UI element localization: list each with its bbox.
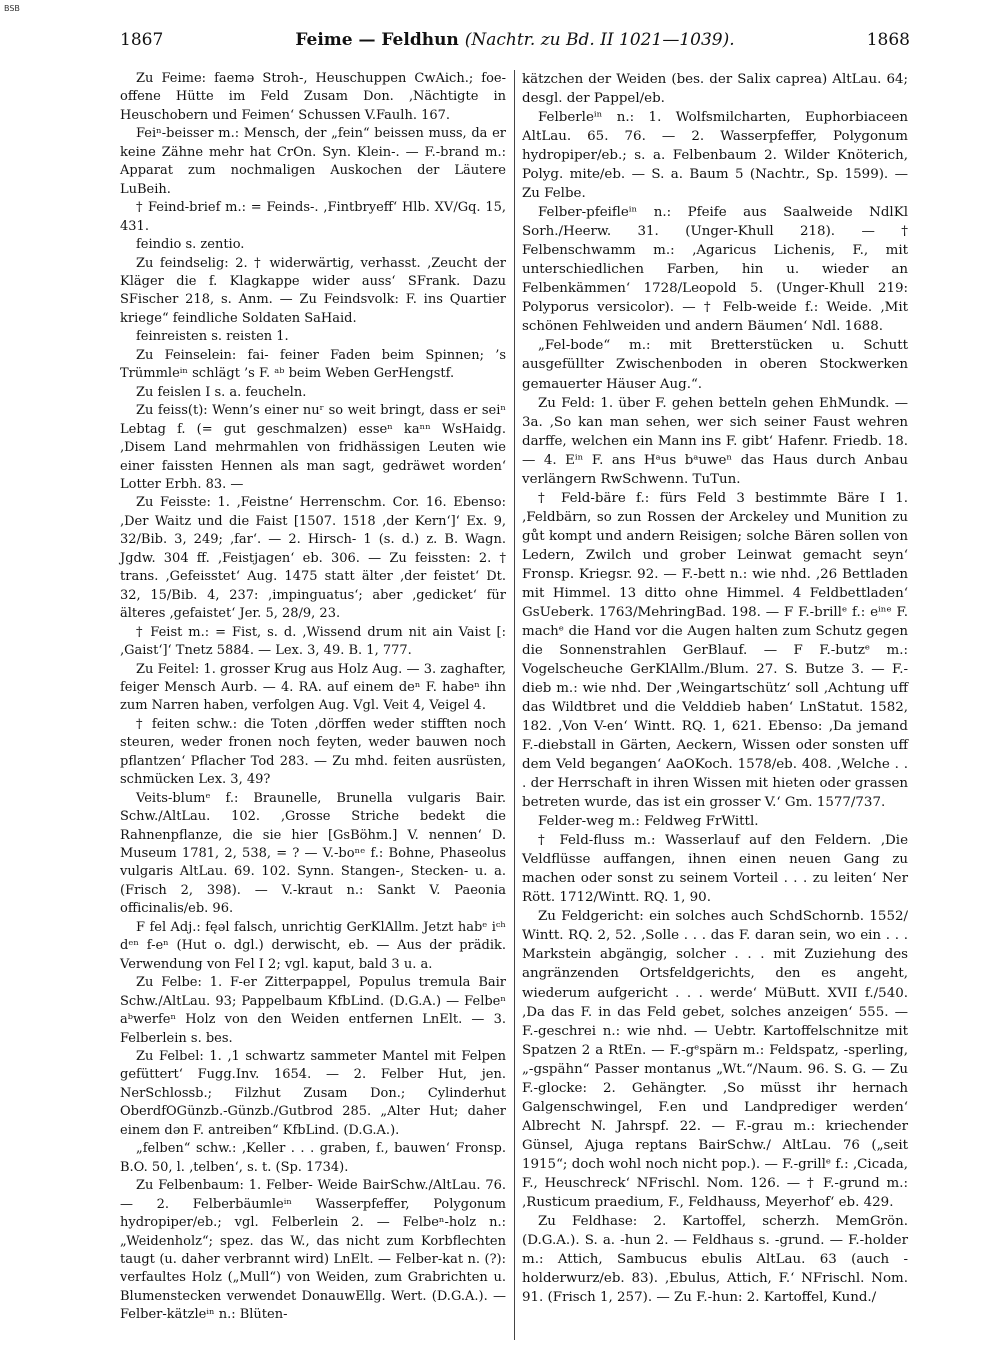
entry: Zu feislen I s. a. feucheln.	[136, 384, 307, 400]
entry: † Feind-brief m.: = Feinds-. ‚Fintbryeff‘ Hlb. XV/Gq. 15, 431.	[120, 200, 506, 234]
page-number-left: 1867	[120, 30, 164, 50]
running-head-title: Feime — Feldhun	[295, 30, 459, 50]
entry: „Fel-bode“ m.: mit Bretterstücken u. Schutt ausgefüllter Zwischenboden in oberen Stockwerken gemauerter Häuser Aug.“.	[522, 338, 908, 392]
entry: Veits-blumᵉ f.: Braunelle, Brunella vulgaris Bair. Schw./AltLau. 102. ‚Grosse Striche bedekt die Rahnenpflanze, die sie hier [GsBöhm.] V. nennen‘ D. Museum 1781, 2, 538, = ? — V.-boⁿᵉ f.: Bohne, Phaseolus vulgaris AltLau. 69. 102. Synn. Stangen-, Stecken- u. a. (Frisch 2, 398). — V.-kraut n.: Sankt V. Paeonia officinalis/eb. 96.	[120, 790, 506, 917]
left-column	[120, 70, 506, 1325]
entry: Zu Feime: faemə Stroh-, Heuschuppen CwAich.; foe-offene Hütte im Feld Zusam Don. ‚Nächtigte in Heuschobern und Feimen‘ Schussen V.Faulh. 167.	[120, 71, 506, 123]
entry: Felder-weg m.: Feldweg FrWittl.	[538, 814, 759, 830]
entry: Zu Feitel: 1. grosser Krug aus Holz Aug. — 3. zaghafter, feiger Mensch Aurb. — 4. RA. auf einem deⁿ F. habeⁿ ihn zum Narren haben, verfolgen Aug. Vgl. Veit 4, Veigel 4.	[120, 661, 506, 714]
entry: † Feist m.: = Fist, s. d. ‚Wissend drum nit ain Vaist [: ‚Gaist‘]‘ Tnetz 5884. — Lex. 3, 49. B. 1, 777.	[120, 624, 506, 659]
column-divider	[514, 70, 515, 1340]
entry: Zu Feisste: 1. ‚Feistne‘ Herrenschm. Cor. 16. Ebenso: ‚Der Waitz und die Faist [1507. 1518 ‚der Kern‘]‘ Ex. 9, 32/Bib. 3, 249; ‚far‘. — 2. Hirsch- 1 (s. d.) z. B. Wagn. Jgdw. 304 ff. ‚Feistjagen‘ eb. 306. — Zu feissten: 2. † trans. ‚Gefeisstet‘ Aug. 1475 statt älter ‚der feistet‘ Dt. 32, 15/Bib. 4, 237: ‚impinguatus‘; aber ‚gedicket‘ für älteres ‚gefaistet‘ Jer. 5, 28/9, 23.	[120, 495, 506, 622]
entry-continuation: kätzchen der Weiden (bes. der Salix caprea) AltLau. 64; desgl. der Pappel/eb.	[522, 72, 908, 107]
entry: Zu Feinselein: fai- feiner Faden beim Spinnen; ’s Trümmleⁱⁿ schlägt ’s F. ᵃᵇ beim Weben GerHengstf.	[120, 347, 506, 382]
running-head	[120, 30, 910, 50]
entry: Feiⁿ-beisser m.: Mensch, der „fein“ beissen muss, da er keine Zähne mehr hat CrOn. Syn. Klein-. — F.-brand m.: Apparat zum nochmaligen Auskochen der Läutere LuBeih.	[120, 126, 506, 197]
entry: Zu Feldgericht: ein solches auch SchdSchornb. 1552/ Wintt. RQ. 2, 52. ‚Solle . . . das F. daran sein, wo ein . . . Markstein abgängig, solcher . . . mit Zuziehung des angränzenden Ortsfeldgerichts, den es angeht, wiederum aufgericht . . . werde‘ MüButt. XVII f./540. ‚Da das F. in das Feld gebet, solches anzeigen‘ 555. — F.-geschrei n.: wie nhd. — Uebtr. Kartoffelschnitze mit Spatzen 2 a RtEn. — F.-gᵉspärn m.: Feldspatz, -sperling, „-gspähn“ Passer montanus „Wt.“/Naum. 96. S. G. — Zu F.-glocke: 2. Gehängter. ‚So müsst ihr hernach Galgenschwingel, F.en und Landprediger werden‘ Albrecht N. Jahrspf. 22. — F.-grau m.: kriechender Günsel, Ajuga reptans BairSchw./ AltLau. 76 („seit 1915“; doch wohl noch nicht pop.). — F.-grillᵉ f.: ‚Cicada, F., Heuschreck‘ NFrischl. Nom. 126. — † F.-grund m.: ‚Rusticum praedium, F., Feldhauss, Meyerhof‘ eb. 429.	[522, 909, 908, 1210]
page-number-right: 1868	[866, 30, 910, 50]
running-head-reference: (Nachtr. zu Bd. II 1021—1039).	[464, 30, 735, 50]
entry: Zu feindselig: 2. † widerwärtig, verhasst. ‚Zeucht der Kläger die f. Klagkappe wider auss‘ SFrank. Dazu SFischer 218, s. Anm. — Zu Feindsvolk: F. ins Quartier kriege“ feindliche Soldaten SaHaid.	[120, 255, 506, 326]
entry: Zu feiss(t): Wenn’s einer nuʳ so weit bringt, dass er seiⁿ Lebtag f. (= gut geschmalzen) esseⁿ kaⁿⁿ WsHaidg. ‚Disem Land mehrmahlen von fridhässigen Leuten wie einer faissten Hennen als man sagt, gedräwet worden‘ Lotter Erbh. 83. —	[120, 403, 506, 492]
entry: F fel Adj.: fęəl falsch, unrichtig GerKlAllm. Jetzt habᵉ iᶜʰ dᵉⁿ f-eⁿ (Hut o. dgl.) derwischt, eb. — Aus der prädik. Verwendung von Fel I 2; vgl. kaput, bald 3 u. a.	[120, 919, 506, 972]
entry: † Feld-bäre f.: fürs Feld 3 bestimmte Bäre I 1. ‚Feldbärn, so zun Rossen der Arckeley und Munition zu gůt kompt und andern Reisigen; solche Bären sollen von Ledern, Zwilch und grober Leinwat gemacht seyn‘ Fronsp. Kriegsr. 92. — F.-bett n.: wie nhd. ‚26 Bettladen mit Himmel. 13 ditto ohne Himmel. 4 Feldbettladen‘ GsUeberk. 1763/MehringBad. 198. — F F.-brillᵉ f.: eⁱⁿᵉ F. machᵉ die Hand vor die Augen halten zum Schutz gegen die Sonnenstrahlen GerBlauf. — F F.-butzᵉ m.: Vogelscheuche GerKlAllm./Blum. 27. S. Butze 3. — F.-dieb m.: wie nhd. Der ‚Weingartschütz‘ soll ‚Achtung uff das Wildtbret und die Velddieb haben‘ LnStatut. 1582, 182. ‚Von V-en‘ Wintt. RQ. 1, 621. Ebenso: ‚Da jemand F.-diebstall in Gärten, Aeckern, Wissen oder sonsten uff dem Veld begangen‘ AaOKoch. 1578/eb. 408. ‚Welche . . . der Herrschaft in ihren Wissen mit hieten oder grassen betreten wurde, das ist ein grosser V.‘ Gm. 1577/737.	[522, 490, 908, 811]
entry: feindio s. zentio.	[136, 237, 245, 253]
entry: feinreisten s. reisten 1.	[136, 329, 289, 345]
page-header	[120, 30, 910, 56]
entry: Zu Feld: 1. über F. gehen betteln gehen EhMundk. — 3a. ‚So kan man sehen, wer sich seiner Faust wehren darffe, welchen ein Mann ins F. gibt‘ Hafenr. Friedb. 18. — 4. Eⁱⁿ F. ans Hᵃus bᵃuweⁿ das Haus durch Anbau verlängern RwSchwenn. TuTun.	[522, 395, 908, 487]
entry: Zu Felbenbaum: 1. Felber- Weide BairSchw./AltLau. 76. — 2. Felberbäumleⁱⁿ Wasserpfeffer, Polygonum hydropiper/eb.; vgl. Felberlein 2. — Felbeⁿ-holz n.: „Weidenholz“; spez. das W., das nicht zum Korbflechten taugt (u. daher verbrannt wird) LnElt. — Felber-kat n. (?): verfaultes Holz („Mull“) von Weiden, zum Grabrichten u. Blumenstecken verwendet DonauwEllg. Wert. (D.G.A.). — Felber-kätzleⁱⁿ n.: Blüten-	[120, 1178, 506, 1323]
library-watermark: BSB	[4, 4, 20, 13]
entry: Zu Felbel: 1. ‚1 schwartz sammeter Mantel mit Felpen gefüttert‘ Fugg.Inv. 1654. — 2. Felber Hut, jen. NerSchlossb.; Filzhut Zusam Don.; Cylinderhut OberdfOGünzb.-Günzb./Gutbrod 285. „Alter Hut; daher einem dən F. antreiben“ KfbLind. (D.G.A.).	[120, 1049, 506, 1138]
entry: Felberleⁱⁿ n.: 1. Wolfsmilcharten, Euphorbiaceen AltLau. 65. 76. — 2. Wasserpfeffer, Polygonum hydropiper/eb.; s. a. Felbenbaum 2. Wilder Knöterich, Polyg. mite/eb. — S. a. Baum 5 (Nachtr., Sp. 1599). — Zu Felbe.	[522, 110, 908, 202]
entry: Zu Feldhase: 2. Kartoffel, scherzh. MemGrön. (D.G.A.). S. a. -hun 2. — Feldhaus s. -grund. — F.-holder m.: Attich, Sambucus ebulis AltLau. 63 (auch -holderwurz/eb. 83). ‚Ebulus, Attich, F.‘ NFrischl. Nom. 91. (Frisch 1, 257). — Zu F.-hun: 2. Kartoffel, Kund./	[522, 1213, 908, 1305]
entry: † Feld-fluss m.: Wasserlauf auf den Feldern. ‚Die Veldflüsse auffangen, ihnen einen neuen Gang zu machen oder sonst zu seinem Vorteil . . . zu leiten‘ Ner Rött. 1712/Wintt. RQ. 1, 90.	[522, 833, 908, 906]
right-column	[522, 70, 908, 1307]
entry: Zu Felbe: 1. F-er Zitterpappel, Populus tremula Bair Schw./AltLau. 93; Pappelbaum KfbLind. (D.G.A.) — Felbeⁿ aᵇwerfeⁿ Holz von den Weiden entfernen LnElt. — 3. Felberlein s. bes.	[120, 975, 506, 1046]
entry: „felben“ schw.: ‚Keller . . . graben, f., bauwen‘ Fronsp. B.O. 50, l. ‚telben‘, s. t. (Sp. 1734).	[120, 1141, 506, 1175]
entry: Felber-pfeifleⁱⁿ n.: Pfeife aus Saalweide NdlKl Sorh./Heerw. 31. (Unger-Khull 218). — † Felbenschwamm m.: ‚Agaricus Lichenis, F., mit unterschiedlichen Farben, hin u. wieder an Felbenkämmen‘ 1728/Leopold 5. (Unger-Khull 219: Polyporus versicolor). — † Felb-weide f.: Weide. ‚Mit schönen Fehlweiden und andern Bäumen‘ Ndl. 1688.	[522, 205, 908, 335]
entry: † feiten schw.: die Toten ‚dörffen weder stifften noch steuren, weder fronen noch feyten, weder bauwen noch pflantzen‘ Pflacher Tod 283. — Zu mhd. feiten ausrüsten, schmücken Lex. 3, 49?	[120, 716, 506, 788]
